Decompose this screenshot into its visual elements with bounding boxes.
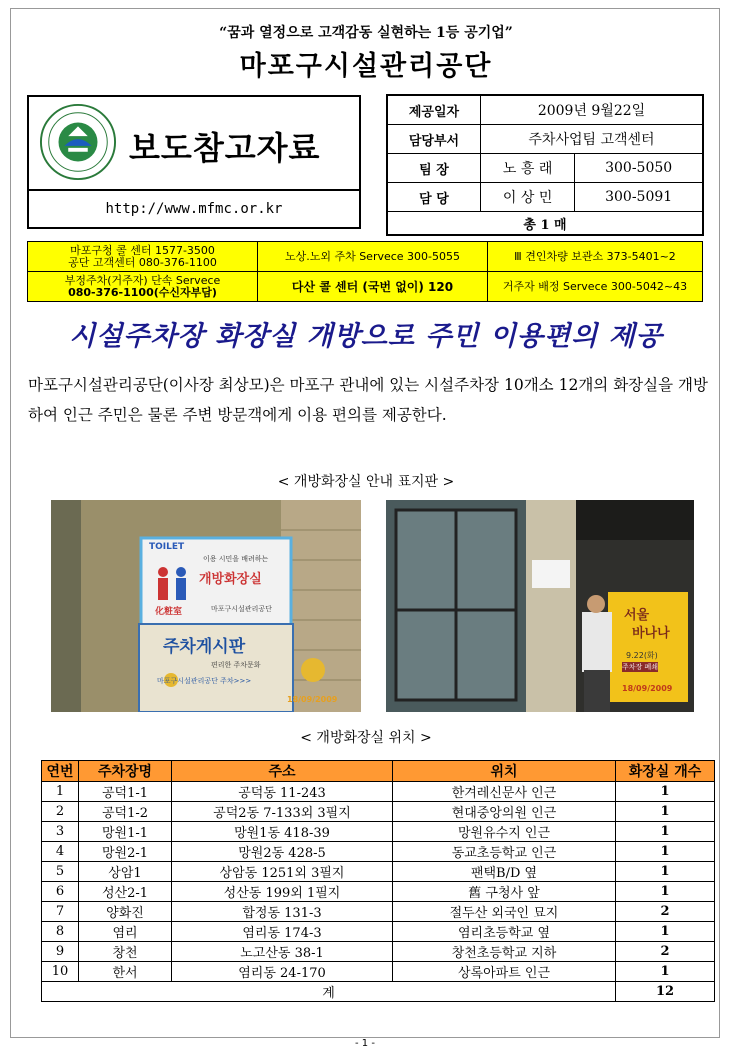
sign-toilet-en: TOILET bbox=[149, 542, 185, 552]
contact-enforcement bbox=[28, 272, 258, 302]
table-row bbox=[42, 782, 715, 802]
col-header-lot: 주차장명 bbox=[79, 761, 172, 782]
contact-tow: Ⅲ 견인차량 보관소 373-5401~2 bbox=[488, 242, 703, 272]
cell-lot: 공덕1-2 bbox=[79, 802, 172, 822]
leader-phone: 300-5050 bbox=[575, 154, 703, 183]
cell-address: 공덕동 11-243 bbox=[172, 782, 393, 802]
cell-no: 9 bbox=[42, 942, 79, 962]
cell-location: 절두산 외국인 묘지 bbox=[393, 902, 616, 922]
cell-no: 5 bbox=[42, 862, 79, 882]
cell-lot: 망원1-1 bbox=[79, 822, 172, 842]
cell-address: 염리동 174-3 bbox=[172, 922, 393, 942]
cell-lot: 상암1 bbox=[79, 862, 172, 882]
cell-address: 성산동 199외 1필지 bbox=[172, 882, 393, 902]
cell-location: 상록아파트 인근 bbox=[393, 962, 616, 982]
date-value: 2009년 9월22일 bbox=[481, 95, 704, 125]
board-sub2: 마포구시설관리공단 주차>>> bbox=[157, 677, 252, 685]
cell-location: 염리초등학교 옆 bbox=[393, 922, 616, 942]
contact-parking: 노상.노외 주차 Servece 300-5055 bbox=[258, 242, 488, 272]
banner-text-2: 바나나 bbox=[632, 626, 670, 641]
cell-no: 6 bbox=[42, 882, 79, 902]
table-row bbox=[42, 802, 715, 822]
slogan: “꿈과 열정으로 고객감동 실현하는 1등 공기업” bbox=[219, 25, 513, 41]
toilet-location-table bbox=[41, 760, 715, 1002]
cell-location: 현대중앙의원 인근 bbox=[393, 802, 616, 822]
col-header-no: 연번 bbox=[42, 761, 79, 782]
total-label: 계 bbox=[42, 982, 616, 1002]
board-title: 주차게시판 bbox=[163, 637, 246, 657]
leader-name: 노 흥 래 bbox=[481, 154, 575, 183]
photo-toilet-sign bbox=[51, 500, 361, 712]
cell-address: 망원1동 418-39 bbox=[172, 822, 393, 842]
cell-no: 2 bbox=[42, 802, 79, 822]
cell-address: 합정동 131-3 bbox=[172, 902, 393, 922]
date-label: 제공일자 bbox=[387, 95, 481, 125]
cell-count: 1 bbox=[616, 922, 715, 942]
table-row bbox=[42, 902, 715, 922]
page-count: 총 1 매 bbox=[387, 212, 703, 236]
cell-count: 1 bbox=[616, 802, 715, 822]
table-row bbox=[42, 842, 715, 862]
caption-location: < 개방화장실 위치 > bbox=[300, 730, 432, 746]
website-url: http://www.mfmc.or.kr bbox=[105, 201, 283, 217]
table-row bbox=[42, 822, 715, 842]
contact-info-table bbox=[386, 94, 704, 236]
cell-no: 7 bbox=[42, 902, 79, 922]
contact-dasan: 다산 콜 센터 (국번 없이) 120 bbox=[258, 272, 488, 302]
cell-lot: 한서 bbox=[79, 962, 172, 982]
staff-name: 이 상 민 bbox=[481, 183, 575, 212]
dept-label: 담당부서 bbox=[387, 125, 481, 154]
cell-no: 8 bbox=[42, 922, 79, 942]
col-header-location: 위치 bbox=[393, 761, 616, 782]
contact-line: 080-376-1100(수신자부담) bbox=[68, 285, 217, 299]
cell-no: 1 bbox=[42, 782, 79, 802]
page-number: - 1 - bbox=[355, 1038, 375, 1049]
table-row bbox=[42, 942, 715, 962]
cell-address: 상암동 1251외 3필지 bbox=[172, 862, 393, 882]
sign-main-text: 개방화장실 bbox=[199, 572, 262, 587]
cell-count: 1 bbox=[616, 882, 715, 902]
staff-label: 담 당 bbox=[387, 183, 481, 212]
contact-line: 부정주차(거주자) 단속 Servece bbox=[64, 273, 221, 287]
photo-date-stamp: 18/09/2009 bbox=[287, 695, 338, 704]
cell-location: 망원유수지 인근 bbox=[393, 822, 616, 842]
table-row bbox=[42, 882, 715, 902]
photo-building-entrance bbox=[386, 500, 694, 712]
cell-lot: 창천 bbox=[79, 942, 172, 962]
cell-count: 1 bbox=[616, 862, 715, 882]
cell-count: 1 bbox=[616, 822, 715, 842]
cell-count: 2 bbox=[616, 942, 715, 962]
cell-address: 염리동 24-170 bbox=[172, 962, 393, 982]
board-sub: 편리한 주차문화 bbox=[211, 661, 261, 669]
service-contacts-table bbox=[27, 241, 703, 302]
cell-location: 한겨레신문사 인근 bbox=[393, 782, 616, 802]
col-header-count: 화장실 개수 bbox=[616, 761, 715, 782]
cell-lot: 망원2-1 bbox=[79, 842, 172, 862]
organization-name: 마포구시설관리공단 bbox=[239, 51, 493, 82]
cell-lot: 염리 bbox=[79, 922, 172, 942]
contact-line: 공단 고객센터 080-376-1100 bbox=[68, 255, 217, 269]
sign-small-text: 이용 시민을 배려하는 bbox=[203, 555, 269, 563]
cell-location: 동교초등학교 인근 bbox=[393, 842, 616, 862]
col-header-address: 주소 bbox=[172, 761, 393, 782]
dept-value: 주차사업팀 고객센터 bbox=[481, 125, 704, 154]
cell-address: 공덕2동 7-133외 3필지 bbox=[172, 802, 393, 822]
cell-lot: 양화진 bbox=[79, 902, 172, 922]
cell-count: 1 bbox=[616, 842, 715, 862]
press-release-title: 보도참고자료 bbox=[129, 129, 321, 167]
contact-resident: 거주자 배정 Servece 300-5042~43 bbox=[488, 272, 703, 302]
headline: 시설주차장 화장실 개방으로 주민 이용편의 제공 bbox=[69, 321, 663, 352]
leader-label: 팀 장 bbox=[387, 154, 481, 183]
cell-no: 10 bbox=[42, 962, 79, 982]
banner-text-3: 9.22(화) bbox=[626, 651, 658, 660]
cell-no: 3 bbox=[42, 822, 79, 842]
cell-lot: 성산2-1 bbox=[79, 882, 172, 902]
caption-sign: < 개방화장실 안내 표지판 > bbox=[277, 474, 455, 490]
cell-location: 창천초등학교 지하 bbox=[393, 942, 616, 962]
body-paragraph: 마포구시설관리공단(이사장 최상모)은 마포구 관내에 있는 시설주차장 10개소 12개의 화장실을 개방하여 인근 주민은 물론 주변 방문객에게 이용 편의를 제공한다. bbox=[28, 376, 708, 424]
table-row bbox=[42, 962, 715, 982]
photo-date-stamp: 18/09/2009 bbox=[622, 684, 673, 693]
cell-location: 팬택B/D 옆 bbox=[393, 862, 616, 882]
cell-no: 4 bbox=[42, 842, 79, 862]
cell-count: 1 bbox=[616, 782, 715, 802]
cell-lot: 공덕1-1 bbox=[79, 782, 172, 802]
sign-kanji: 化粧室 bbox=[155, 607, 183, 617]
total-value: 12 bbox=[616, 982, 715, 1002]
table-row bbox=[42, 862, 715, 882]
cell-location: 舊 구청사 앞 bbox=[393, 882, 616, 902]
banner-text-1: 서울 bbox=[624, 608, 650, 623]
press-header-box bbox=[27, 95, 361, 229]
contact-call-center bbox=[28, 242, 258, 272]
sign-org: 마포구시설관리공단 bbox=[211, 605, 272, 613]
cell-address: 망원2동 428-5 bbox=[172, 842, 393, 862]
contact-line: 마포구청 콜 센터 1577-3500 bbox=[70, 243, 215, 257]
table-row bbox=[42, 922, 715, 942]
cell-count: 2 bbox=[616, 902, 715, 922]
banner-text-4: 주차장 폐쇄 bbox=[622, 663, 659, 671]
organization-logo-icon bbox=[39, 103, 117, 181]
cell-address: 노고산동 38-1 bbox=[172, 942, 393, 962]
staff-phone: 300-5091 bbox=[575, 183, 703, 212]
cell-count: 1 bbox=[616, 962, 715, 982]
